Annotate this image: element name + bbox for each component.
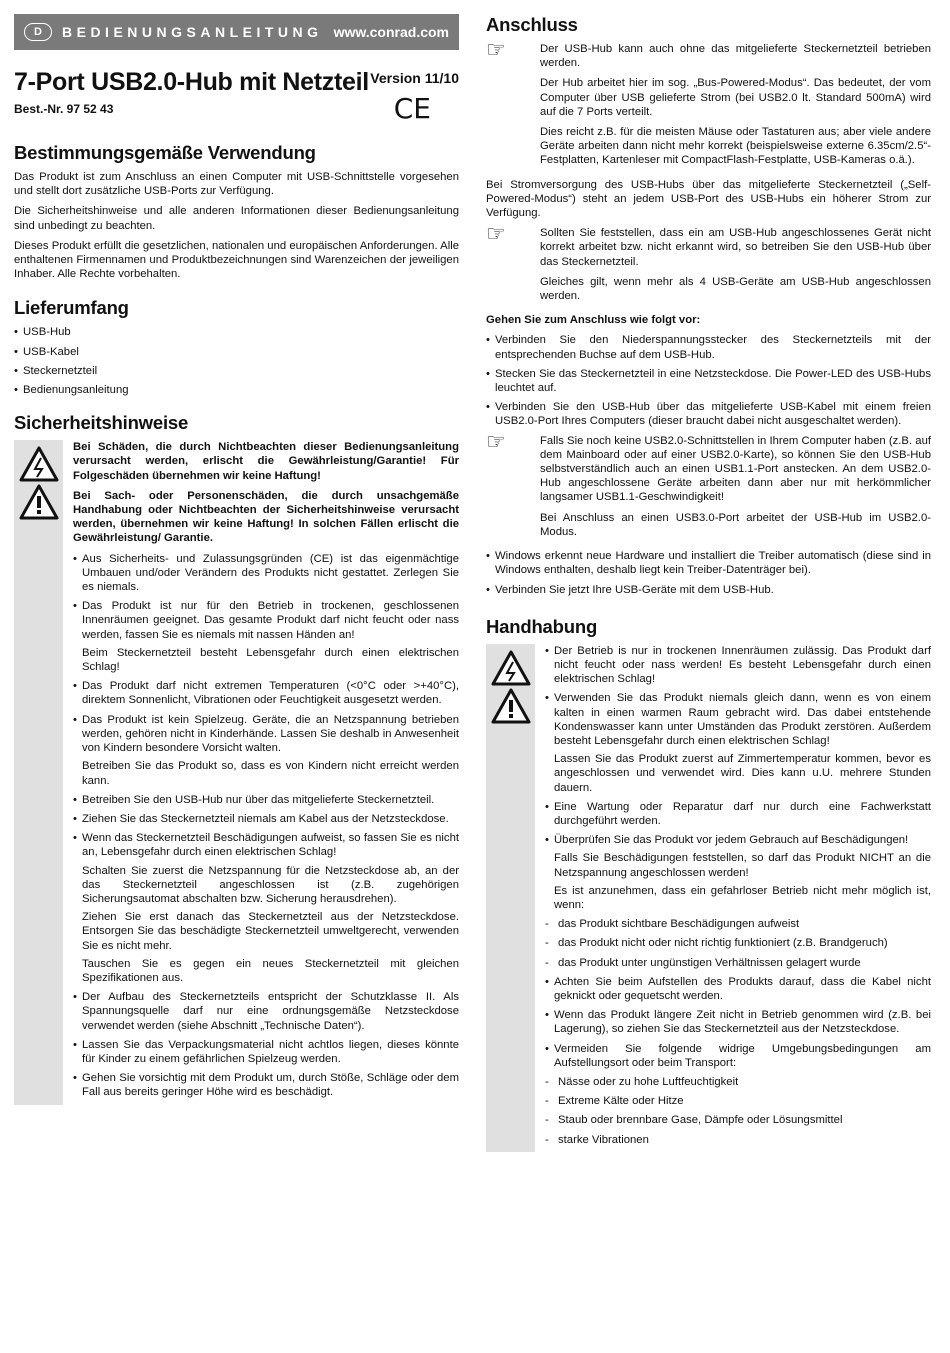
list-item: • Verwenden Sie das Produkt niemals gleich dann, wenn es von einem kalten in einen warmen Raum gebracht wird. Das dabei entstehende Kondenswasser kann unter Umständen das Produkt zerstören. Außerdem besteht Lebensgefahr durch einen elektrischen Schlag! Lassen Sie das Produkt zuerst auf Zimmertemperatur kommen, bevor es angeschlossen und verwendet wird. Dies kann u.U. mehrere Stunden dauern. [545, 691, 931, 794]
handling-warning-box [486, 644, 931, 1152]
list-item: - das Produkt sichtbare Beschädigungen aufweist [545, 917, 931, 931]
list-item: • Wenn das Steckernetzteil Beschädigungen aufweist, so fassen Sie es nicht an, Lebensgefahr durch einen elektrischen Schlag! Schalten Sie zuerst die Netzspannung für die Netzsteckdose ab, an der das Steckernetzteil angeschlossen ist (z.B. zugehörigen Sicherungsautomat abschalten bzw. Sicherung herausdrehen). Ziehen Sie erst danach das Steckernetzteil aus der Netzsteckdose. Entsorgen Sie das beschädigte Steckernetzteil umweltgerecht, verwenden Sie es nicht mehr. Tauschen Sie es gegen ein neues Steckernetzteil mit gleichen Spezifikationen aus. [73, 831, 459, 985]
list-item: • Vermeiden Sie folgende widrige Umgebungsbedingungen am Aufstellungsort oder beim Transport: [545, 1042, 931, 1070]
electric-hazard-icon [19, 446, 59, 482]
ce-mark-icon: CE [393, 92, 431, 125]
section-heading-lieferumfang: Lieferumfang [14, 297, 129, 319]
list-item: • Verbinden Sie den Niederspannungsstecker des Steckernetzteils mit der entsprechenden Buchse auf dem USB-Hub. [486, 333, 931, 361]
list-item: • Der Betrieb is nur in trockenen Innenräumen zulässig. Das Produkt darf nicht feucht oder nass werden! Es besteht Lebensgefahr durch einen elektrischen Schlag! [545, 644, 931, 687]
list-item: • Das Produkt ist kein Spielzeug. Geräte, die an Netzspannung betrieben werden, gehören nicht in Kinderhände. Lassen Sie deshalb in Anwesenheit von Kindern besondere Vorsicht walten. Betreiben Sie das Produkt so, dass es von Kindern nicht erreicht werden kann. [73, 713, 459, 788]
pointing-hand-icon: ☞ [486, 429, 506, 455]
paragraph: Dieses Produkt erfüllt die gesetzlichen, nationalen und europäischen Anforderungen. Alle enthaltenen Firmennamen und Produktbezeichnungen sind Warenzeichen der jeweiligen Inhaber. Alle Rechte vorbehalten. [14, 239, 459, 281]
safety-content [63, 440, 459, 1104]
list-item: • USB-Hub [14, 325, 459, 339]
header-banner [14, 14, 459, 50]
paragraph: Bei Anschluss an einen USB3.0-Port arbeitet der USB-Hub im USB2.0-Modus. [540, 511, 931, 538]
banner-title: BEDIENUNGSANLEITUNG [62, 24, 323, 40]
paragraph: Der Hub arbeitet hier im sog. „Bus-Powered-Modus“. Das bedeutet, der vom Computer über USB gelieferte Strom (bei USB2.0 lt. Standard 500mA) wird auf die 7 Ports verteilt. [540, 77, 931, 118]
warning-icon [19, 484, 59, 520]
paragraph: Falls Sie noch keine USB2.0-Schnittstellen in Ihrem Computer haben (z.B. auf dem Mainboard oder auf einer USB2.0-Karte), so können Sie den USB-Hub selbstverständlich auch an einen USB1.1-Port anstecken. An dem USB2.0-Hub angeschlossene Geräte arbeiten dann aber nur mit herkömmlicher langsamer USB1.1-Geschwindigkeit! [540, 434, 931, 504]
list-item: • Eine Wartung oder Reparatur darf nur durch eine Fachwerkstatt durchgeführt werden. [545, 800, 931, 828]
steps-list [486, 333, 931, 428]
list-item: • Lassen Sie das Verpackungsmaterial nicht achtlos liegen, dieses könnte für Kinder zu einem gefährlichen Spielzeug werden. [73, 1038, 459, 1066]
electric-hazard-icon [491, 650, 531, 686]
section-heading-anschluss: Anschluss [486, 14, 578, 35]
list-item: - das Produkt nicht oder nicht richtig funktioniert (z.B. Brandgeruch) [545, 936, 931, 950]
list-item: • Windows erkennt neue Hardware und installiert die Treiber automatisch (diese sind in Windows enthalten, deshalb liegt kein Treiber-Datenträger bei). [486, 549, 931, 577]
list-item: • Achten Sie beim Aufstellen des Produkts darauf, dass die Kabel nicht geknickt oder gequetscht werden. [545, 975, 931, 1003]
list-item: • Verbinden Sie den USB-Hub über das mitgelieferte USB-Kabel mit einem freien USB2.0-Port Ihres Computers (dieser braucht dabei nicht ausgeschaltet werden). [486, 400, 931, 428]
list-item: • Wenn das Produkt längere Zeit nicht in Betrieb genommen wird (z.B. bei Lagerung), so ziehen Sie das Steckernetzteil aus der Netzsteckdose. [545, 1008, 931, 1036]
paragraph: Der USB-Hub kann auch ohne das mitgelieferte Steckernetzteil betrieben werden. [540, 43, 931, 70]
list-item: - starke Vibrationen [545, 1133, 931, 1147]
safety-warning-box [14, 440, 459, 1104]
paragraph: Die Sicherheitshinweise und alle anderen Informationen dieser Bedienungsanleitung sind unbedingt zu beachten. [14, 205, 459, 232]
pointing-hand-icon: ☞ [486, 222, 506, 248]
paragraph: Gleiches gilt, wenn mehr als 4 USB-Geräte am USB-Hub angeschlossen werden. [540, 275, 931, 303]
list-item: • Gehen Sie vorsichtig mit dem Produkt um, durch Stöße, Schläge oder dem Fall aus bereits geringer Höhe wird es beschädigt. [73, 1071, 459, 1099]
list-item: - Extreme Kälte oder Hitze [545, 1094, 931, 1108]
list-item: • Aus Sicherheits- und Zulassungsgründen (CE) ist das eigenmächtige Umbauen und/oder Verändern des Produkts nicht gestattet. Zerlegen Sie es niemals. [73, 552, 459, 595]
list-item: • Überprüfen Sie das Produkt vor jedem Gebrauch auf Beschädigungen! Falls Sie Beschädigungen feststellen, so darf das Produkt NICHT an die Netzspannung angeschlossen werden! Es ist anzunehmen, dass ein gefahrloser Betrieb nicht mehr möglich ist, wenn: [545, 833, 931, 912]
paragraph: Bei Stromversorgung des USB-Hubs über das mitgelieferte Steckernetzteil („Self-Powered-Modus“) steht an jedem USB-Port des USB-Hubs ein höherer Strom zur Verfügung. [486, 178, 931, 220]
paragraph: Sollten Sie feststellen, dass ein am USB-Hub angeschlossenes Gerät nicht korrekt arbeitet bzw. nicht erkannt wird, so betreiben Sie den USB-Hub über das Steckernetzteil. [540, 227, 931, 268]
list-item: • Der Aufbau des Steckernetzteils entspricht der Schutzklasse II. Als Spannungsquelle darf nur eine ordnungsgemäße Netzsteckdose verwendet werden (siehe Abschnitt „Technische Daten“). [73, 990, 459, 1033]
left-column [14, 14, 459, 1105]
warning-sidebar [486, 644, 535, 1152]
list-item: • Betreiben Sie den USB-Hub nur über das mitgelieferte Steckernetzteil. [73, 793, 459, 807]
warning-sidebar [14, 440, 63, 1104]
handling-content [535, 644, 931, 1152]
banner-url[interactable]: www.conrad.com [333, 24, 449, 40]
bold-warning: Bei Schäden, die durch Nichtbeachten dieser Bedienungsanleitung verursacht werden, erlischt die Gewährleistung/Garantie! Für Folgeschäden übernehmen wir keine Haftung! [73, 441, 459, 482]
language-badge: D [24, 23, 52, 41]
paragraph: Dies reicht z.B. für die meisten Mäuse oder Tastaturen aus; aber viele andere Geräte arbeiten dann nicht mehr korrekt (beispielsweise externe 6.35cm/2.5“-Festplatten, Kartenleser mit CompactFlash-Festplatte, USB-Kameras o.ä.). [540, 126, 931, 167]
right-column [486, 14, 931, 1152]
list-item: • Das Produkt ist nur für den Betrieb in trockenen, geschlossenen Innenräumen geeignet. Das gesamte Produkt darf nicht feucht oder nass werden, fassen Sie es niemals mit nassen Händen an! Beim Steckernetzteil besteht Lebensgefahr durch einen elektrischen Schlag! [73, 599, 459, 674]
list-item: - das Produkt unter ungünstigen Verhältnissen gelagert wurde [545, 956, 931, 970]
title-row [14, 50, 459, 125]
note-block [486, 429, 931, 545]
list-item: • USB-Kabel [14, 345, 459, 359]
list-item: • Das Produkt darf nicht extremen Temperaturen (<0°C oder >+40°C), direktem Sonnenlicht, Vibrationen oder Feuchtigkeit ausgesetzt werden. [73, 679, 459, 707]
section-heading-handhabung: Handhabung [486, 615, 598, 637]
paragraph: Das Produkt ist zum Anschluss an einen Computer mit USB-Schnittstelle vorgesehen und stellt dort zusätzliche USB-Ports zur Verfügung. [14, 171, 459, 198]
list-item: - Nässe oder zu hohe Luftfeuchtigkeit [545, 1075, 931, 1089]
list-item: • Ziehen Sie das Steckernetzteil niemals am Kabel aus der Netzsteckdose. [73, 812, 459, 826]
section-heading-bestimmung: Bestimmungsgemäße Verwendung [14, 142, 316, 163]
list-item: • Verbinden Sie jetzt Ihre USB-Geräte mit dem USB-Hub. [486, 583, 931, 597]
note-block [486, 38, 931, 174]
version-label: Version 11/10 [370, 70, 459, 86]
warning-icon [491, 688, 531, 724]
page-title: 7-Port USB2.0-Hub mit Netzteil [14, 68, 369, 96]
section-heading-sicherheit: Sicherheitshinweise [14, 412, 189, 434]
bold-warning: Bei Sach- oder Personenschäden, die durch unsachgemäße Handhabung oder Nichtbeachten der Sicherheitshinweise verursacht werden, übernehmen wir keine Haftung! In solchen Fällen erlischt die Gewährleistung/ Garantie. [73, 489, 459, 545]
list-item: • Bedienungsanleitung [14, 383, 459, 397]
pointing-hand-icon: ☞ [486, 38, 506, 63]
list-item: • Steckernetzteil [14, 364, 459, 378]
list-item: • Stecken Sie das Steckernetzteil in eine Netzsteckdose. Die Power-LED des USB-Hubs leuchtet auf. [486, 367, 931, 395]
scope-list [14, 325, 459, 397]
order-number: Best.-Nr. 97 52 43 [14, 102, 114, 116]
steps-heading: Gehen Sie zum Anschluss wie folgt vor: [486, 314, 701, 327]
list-item: - Staub oder brennbare Gase, Dämpfe oder Lösungsmittel [545, 1113, 931, 1127]
note-block [486, 222, 931, 309]
